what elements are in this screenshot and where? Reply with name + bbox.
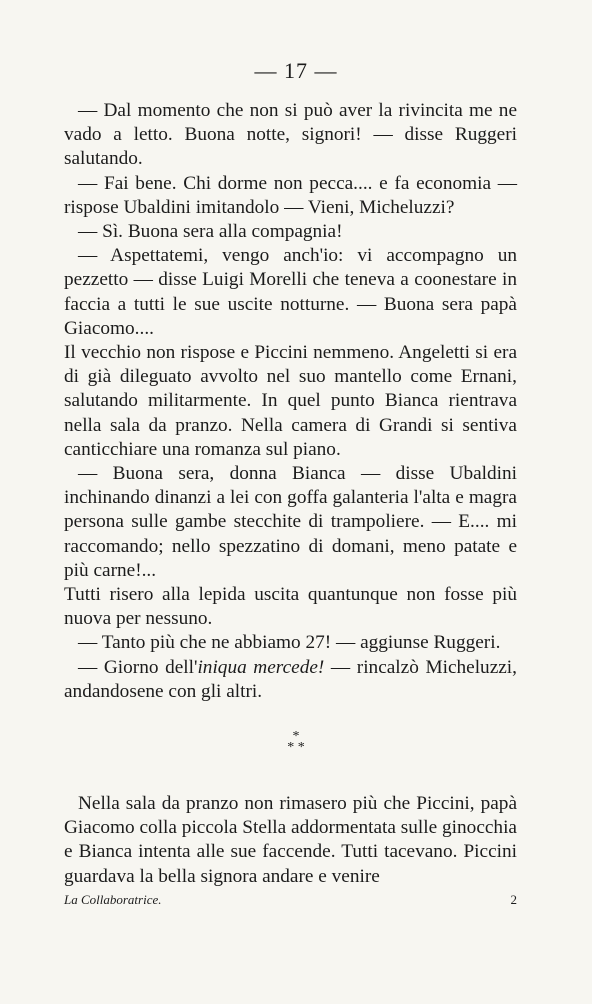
paragraph-3: — Sì. Buona sera alla compagnia! (78, 221, 343, 243)
paragraph-2: — Fai bene. Chi dorme non pecca.... e fa economia — rispose Ubaldini imitandolo — Vieni, Micheluzzi? (64, 172, 517, 218)
paragraph-4: — Aspettatemi, vengo anch'io: vi accompagno un pezzetto — disse Luigi Morelli che teneva a coonestare in faccia a tutti le sue uscite notturne. — Buona sera papà Giacomo.... (64, 245, 517, 339)
page-number: — 17 — (254, 58, 338, 83)
paragraph-9-start: — Giorno dell' (78, 656, 198, 678)
second-text-block (64, 792, 517, 889)
paragraph-1: — Dal momento che non si può aver la rivincita me ne vado a letto. Buona notte, signori! — disse Ruggeri salutando. (64, 100, 517, 170)
asterism-bottom: * * (287, 740, 305, 755)
paragraph-9 (64, 656, 517, 704)
main-text-block (64, 99, 517, 704)
sheet-number: 2 (510, 892, 517, 907)
paragraph-5: Il vecchio non rispose e Piccini nemmeno. Angeletti si era di già dileguato avvolto nel suo mantello come Ernani, salutando militarmente. In quel punto Bianca rientrava nella sala da pranzo. Nella camera di Grandi si sentiva canticchiare una romanza sul piano. (64, 342, 517, 460)
signature-mark: La Collaboratrice. (64, 892, 162, 907)
paragraph-8: — Tanto più che ne abbiamo 27! — aggiunse Ruggeri. (78, 632, 501, 654)
paragraph-10: Nella sala da pranzo non rimasero più che Piccini, papà Giacomo colla piccola Stella addormentata sulle ginocchia e Bianca intenta alle sue faccende. Tutti tacevano. Piccini guardava la bella signora andare e venire (64, 793, 517, 887)
page-footer (64, 892, 517, 908)
paragraph-6: — Buona sera, donna Bianca — disse Ubaldini inchinando dinanzi a lei con goffa galanteria l'alta e magra persona sulle gambe stecchite di trampoliere. — E.... mi raccomando; nello spezzatino di domani, meno patate e più carne!... (64, 463, 517, 581)
asterism-top: * (292, 729, 300, 744)
italic-phrase: iniqua mercede! (197, 656, 325, 678)
section-break-asterism (0, 731, 592, 753)
paragraph-7: Tutti risero alla lepida uscita quantunque non fosse più nuova per nessuno. (64, 584, 517, 630)
paragraph-9-end: — rincalzò Micheluzzi, andandosene con gli altri. (64, 656, 517, 702)
